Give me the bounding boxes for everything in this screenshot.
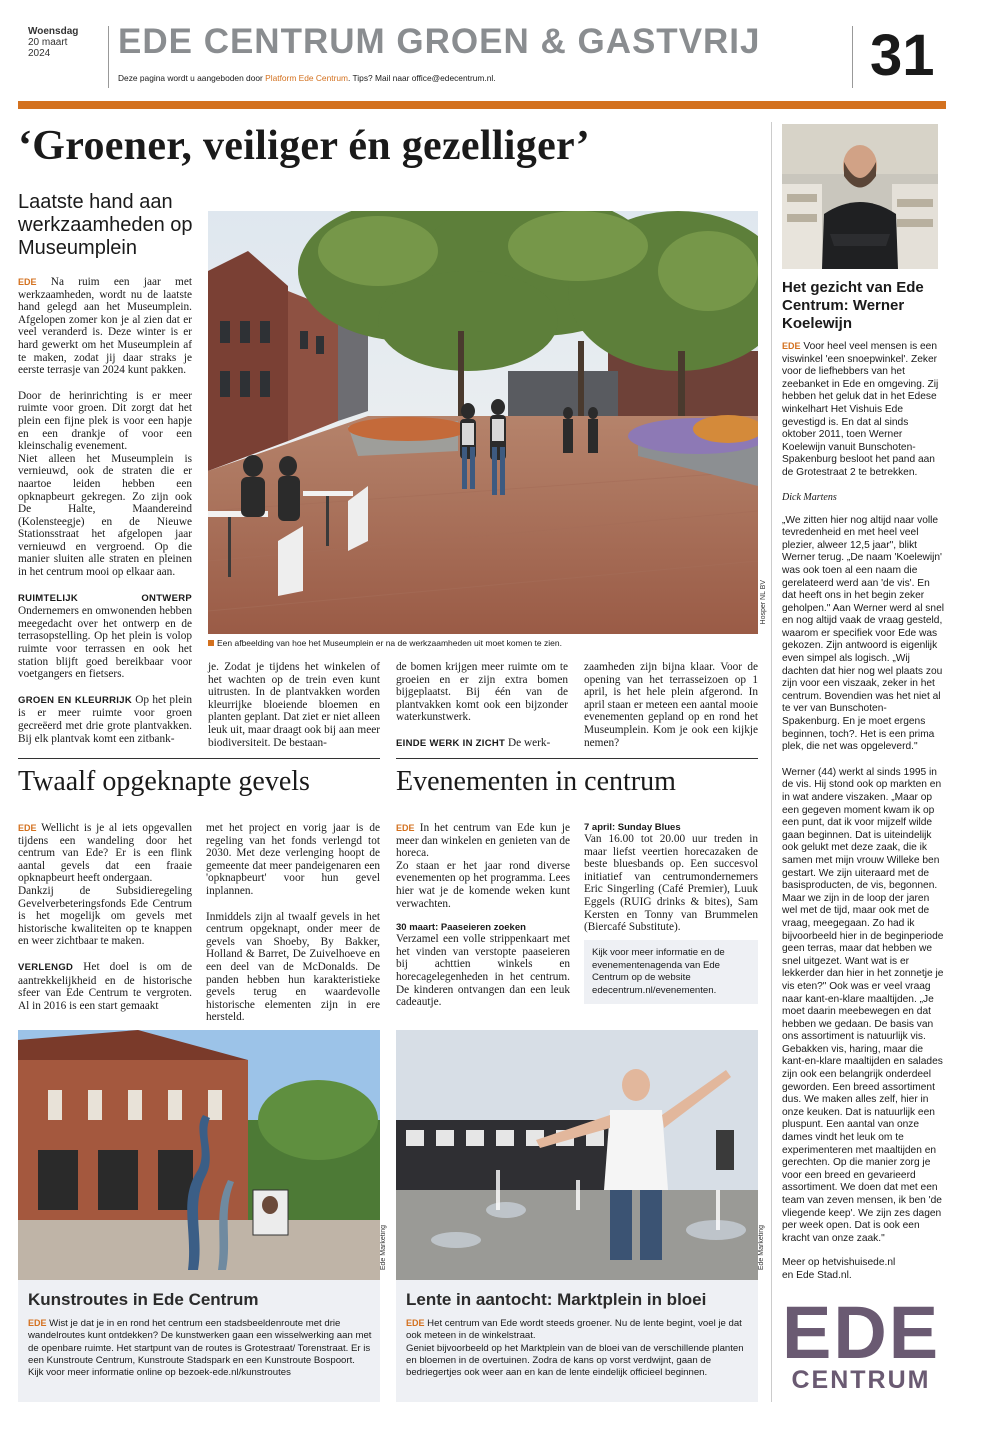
paragraph — [18, 592, 192, 681]
caption-bullet — [208, 640, 214, 646]
event-title: 30 maart: Paaseieren zoeken — [396, 922, 526, 934]
section-divider — [18, 758, 380, 759]
byline: Dick Martens — [782, 491, 837, 503]
paragraph: Niet alleen het Museumplein is vernieuwd, ook de straten die er naartoe leiden hebben een opknapbeurt gekregen. Zo zijn ook De Halte, Maandereind (Kolensteegje) en de Nieuwe Stationsstraat het afgelopen jaar vernieuwd en vergroend. Op die manier sluiten alle straten en pleinen in het centrum mooi op elkaar aan. — [18, 452, 192, 579]
paragraph-text: Ondernemers en omwonenden hebben meegedacht over het ontwerp en de terrasopstelling. Op het plein is volop ruimte voor terrassen en ook het station blijft goed bereikbaar voor voetgangers en fietsers. — [18, 605, 192, 681]
paragraph: Werner (44) werkt al sinds 1995 in de vis. Hij stond ook op markten en in wat andere viszaken. „Maar op een gegeven moment kwam ik op een punt, dat ik voor mijzelf wilde gaan beginnen. Dat is uiteindelijk ook gelukt met deze zaak, die ik samen met mijn vrouw Willeke ben gestart. We zijn uiteraard met de basisproducten, de vis, begonnen. Maar we zijn in de loop der jaren wel met de tijd, maar ook met de vraag, meegegaan. Zo had ik bijvoorbeeld hier in de beginperiode geen terras, maar dat hebben we snel uitgezet. Want wat is er lekkerder dan hier in het zonnetje je vis eten?" Ook was er veel vraag naar kant-en-klare maaltijden. „Je moet daarin meebewegen en dat hebben we gedaan. De basis van ons assortiment is natuurlijk vis. Gebakken vis, haring, maar die kant-en-klare maaltijden en salades zijn ook een belangrijk onderdeel geworden. Een breed assortiment dus. We maken alles zelf, hier in onze keuken. Dat is natuurlijk een pluspunt. Een aantal van onze dames vindt het leuk om te experimenteren met maaltijden en gerechten. Op die manier zorg je voor een breed en gevarieerd assortiment. We doen dat met een team van zeven mensen, ik ben 'de vliegende keep'. We zijn zes dagen per week open. Dat is ook een kracht van onze zaak." — [782, 766, 944, 1244]
caption-text: Een afbeelding van hoe het Museumplein er na de werkzaamheden uit moet komen te zien. — [217, 638, 562, 648]
main-column-3 — [396, 661, 568, 751]
paragraph-text: Na ruim een jaar met werkzaamheden, wordt nu de laatste hand gelegd aan het Museumplein. Afgelopen zomer kon je al zien dat er veel veranderd is. Deze winter is er hard gewerkt om het Museumplein af te maken, zodat jij daar straks je eerste terrasje van 2024 kunt pakken. — [18, 276, 192, 377]
paragraph: Dankzij de Subsidieregeling Gevelverbeteringsfonds Ede Centrum is het mogelijk om gevels met historische kwaliteiten op te knappen en weer zichtbaar te maken. — [18, 884, 192, 948]
logo-ede: EDE — [782, 1291, 941, 1374]
kunst-text — [28, 1317, 372, 1379]
portrait-photo — [782, 124, 938, 269]
gevels-column-1 — [18, 822, 192, 1012]
event-title: 7 april: Sunday Blues — [584, 822, 681, 833]
main-column-2 — [208, 661, 380, 749]
paragraph: „We zitten hier nog altijd naar volle tevredenheid en met heel veel plezier, alweer 12,5 jaar", blikt Werner terug. „De naam 'Koelewijn' was ook toen al een naam die gerelateerd werd aan 'de vis'. En dat heeft ons in het begin zeker geholpen." Aan Werner werd al snel en nog altijd vaak de vraag gesteld, waarom er specifiek voor Ede was gekozen. Zijn antwoord is eigenlijk even simpel als logisch. „Wij dachten dat hier nog wel plaats zou zijn voor een viszaak, zeker in het centrum. Bovendien was het niet al te ver van Bunschoten-Spakenburg. En je moet ergens beginnen, toch?. Het is een prima plek, die net was opgeleverd." — [782, 514, 944, 753]
page-headline: ‘Groener, veiliger én gezelliger’ — [18, 123, 590, 169]
day-label: Woensdag — [28, 26, 79, 37]
section-title: EDE CENTRUM GROEN & GASTVRIJ — [118, 22, 761, 61]
paragraph — [396, 822, 570, 860]
paragraph — [782, 340, 944, 480]
paragraph-text: In het centrum van Ede kun je meer dan winkelen en genieten van de horeca. — [396, 822, 570, 860]
werner-portrait — [782, 124, 938, 269]
paragraph-text: Wellicht is je al iets opgevallen tijdens een wandeling door het centrum van Ede? Er is een flink aantal gevels dat een fraaie opknapbeurt heeft ondergaan. — [18, 822, 192, 885]
sponsor-line — [118, 73, 496, 83]
paragraph — [18, 694, 192, 745]
ede-tag: EDE — [18, 823, 37, 833]
side-column-rule — [771, 122, 772, 1402]
side-title: Het gezicht van Ede Centrum: Werner Koelewijn — [782, 279, 924, 332]
lente-image — [396, 1030, 758, 1280]
paragraph-text: Wist je dat je in en rond het centrum een stadsbeeldenroute met drie wandelroutes kunt ontdekken? De kunstwerken gaan een wisselwerking aan met de openbare ruimte. Het startpunt van de routes is Grotestraat/ Torenstraat. Er is een Kunstroute Centrum, Kunstroute Stadspark en een Kunstroute Bospoort. — [28, 1318, 372, 1366]
paragraph — [18, 822, 192, 885]
ede-tag: EDE — [782, 341, 801, 351]
more-link[interactable]: en Ede Stad.nl. — [782, 1269, 852, 1281]
paragraph-text: De werk- — [505, 736, 551, 749]
header-divider-left — [108, 26, 109, 88]
kunst-image — [18, 1030, 380, 1280]
side-article — [782, 340, 944, 1283]
photo-credit: Ede Marketing — [758, 1225, 765, 1271]
paragraph-text: Voor heel veel mensen is een viswinkel 'een snoepwinkel'. Zeker voor de liefhebbers van het zeebanket in Ede en omgeving. Zij hebben het geluk dat in het Edese winkelhart Het Vishuis Ede gevestigd is. En dat al sinds oktober 2011, toen Werner Koelewijn vanuit Bunschoten-Spakenburg besloot het pand aan de Grotestraat 2 te betrekken. — [782, 341, 939, 478]
main-column-1 — [18, 276, 192, 745]
lead-in: GROEN EN KLEURRIJK — [18, 694, 132, 706]
paragraph — [18, 276, 192, 377]
lead-in: EINDE WERK IN ZICHT — [396, 737, 506, 749]
ede-tag: EDE — [28, 1318, 47, 1328]
museumplein-image — [208, 211, 758, 634]
photo-credit: Hosper NL BV — [760, 580, 767, 625]
sponsor-suffix: . Tips? Mail naar office@edecentrum.nl. — [348, 73, 496, 83]
paragraph: Inmiddels zijn al twaalf gevels in het centrum opgeknapt, onder meer de gevels van Shoeby, By Bakker, Holland & Barret, De Zuivelhoeve en een deel van de McDonalds. De panden hebben hun karakteristieke gevels terug en waardevolle historische elementen zijn in ere hersteld. — [206, 910, 380, 1024]
issue-date — [28, 26, 78, 59]
paragraph — [18, 961, 192, 1012]
photo-credit: Ede Marketing — [380, 1225, 387, 1271]
date-label: 20 maart — [28, 37, 68, 48]
kunstroute-photo — [18, 1030, 380, 1280]
paragraph-text: Op het plein is er meer ruimte voor groen gecreëerd met drie grote plantvakken. Bij elk plantvak komt een zitbank- — [18, 693, 193, 745]
image-caption — [208, 638, 562, 648]
info-text: Kijk voor meer informatie en de evenementenagenda van Ede Centrum op de website edecentrum.nl/evenementen. — [592, 947, 725, 996]
paragraph: Zo staan er het jaar rond diverse evenementen op het programma. Lees hier wat je de komende weken kunt verwachten. — [396, 859, 570, 910]
paragraph: je. Zodat je tijdens het winkelen of het wachten op de trein even kunt uitrusten. In de plantvakken worden kleurrijke bloeiende bloemen en planten geplant. Dat ziet er niet alleen leuk uit, maar draagt ook bij aan meer biodiversiteit. De bestaan- — [208, 661, 380, 749]
paragraph: Van 16.00 tot 20.00 uur treden in maar liefst veertien horecazaken de beste bluesbands op. Een succesvol initiatief van centrumondernemers Eric Singerling (Café Premier), Luuk Eggels (RUIG drinks & bites), Sam Kersten en Tonny van Brummelen (Biercafé Substitute). — [584, 833, 758, 934]
lead-in: VERLENGD — [18, 961, 74, 973]
header-divider-right — [852, 26, 853, 88]
paragraph: de bomen krijgen meer ruimte om te groeien en er zijn extra bomen bijgeplaatst. Bij één van de plantvakken komt ook een bijzonder waterkunstwerk. — [396, 661, 568, 724]
paragraph — [406, 1317, 750, 1343]
ede-tag: EDE — [396, 823, 415, 833]
year-label: 2024 — [28, 48, 51, 59]
ede-centrum-logo — [782, 1291, 941, 1394]
paragraph — [396, 737, 568, 751]
paragraph: Door de herinrichting is er meer ruimte voor groen. Dit zorgt dat het plein een fijne plek is voor een hapje en een drankje of voor een kleinschalig evenement. — [18, 389, 192, 453]
events-column-2 — [584, 822, 758, 934]
page-number: 31 — [870, 23, 935, 88]
kunst-title: Kunstroutes in Ede Centrum — [28, 1290, 259, 1309]
article-subhead: Laatste hand aan werkzaamheden op Museumplein — [18, 191, 193, 259]
paragraph: met het project en vorig jaar is de regeling van het fonds verlengd tot 2030. Met deze verlenging hoopt de gemeente dat meer pandeigenaren een 'opknapbeurt' voor hun gevel inplannen. — [206, 822, 380, 897]
sponsor-link[interactable]: Platform Ede Centrum — [265, 73, 348, 83]
ede-tag: EDE — [18, 277, 37, 287]
section-divider — [396, 758, 758, 759]
lente-text — [406, 1317, 750, 1379]
lead-in: RUIMTELIJK ONTWERP — [18, 592, 192, 604]
events-column-1 — [396, 822, 570, 1009]
logo-centrum: CENTRUM — [791, 1366, 931, 1394]
events-info-box — [584, 940, 758, 1004]
sponsor-prefix: Deze pagina wordt u aangeboden door — [118, 73, 266, 83]
lente-title: Lente in aantocht: Marktplein in bloei — [406, 1290, 707, 1309]
main-column-4 — [584, 661, 758, 749]
paragraph: Verzamel een volle strippenkaart met het vinden van verstopte paaseieren bij achttien winkels en horecagelegenheden in het centrum. De kinderen ontvangen dan een leuk cadeautje. — [396, 933, 570, 1009]
paragraph — [28, 1317, 372, 1367]
paragraph: Geniet bijvoorbeeld op het Marktplein van de bloei van de verschillende planten en bloemen in de overtuinen. Zodra de kans op vorst verdwijnt, gaan de bedriegertjes ook weer aan en kan de lente eindelijk officieel beginnen. — [406, 1342, 744, 1379]
paragraph: zaamheden zijn bijna klaar. Voor de opening van het terrasseizoen op 1 april, is het hele plein afgerond. In april staan er meteen een aantal mooie evenementen gepland op en rond het Museumplein. Kom je ook een kijkje nemen? — [584, 661, 758, 749]
paragraph-text: Het centrum van Ede wordt steeds groener. Nu de lente begint, voel je dat ook meteen in de winkelstraat. — [406, 1318, 742, 1342]
paragraph-text: Het doel is om de aantrekkelijkheid en de historische sfeer van Ede Centrum te vergroten. Al in 2016 is een start gemaakt — [18, 960, 192, 1012]
gevels-headline: Twaalf opgeknapte gevels — [18, 766, 310, 797]
gevels-column-2 — [206, 822, 380, 1024]
events-headline: Evenementen in centrum — [396, 766, 676, 797]
more-link[interactable]: Meer op hetvishuisede.nl — [782, 1257, 896, 1269]
accent-rule — [18, 101, 946, 109]
museumplein-illustration — [208, 211, 758, 634]
more-info-link[interactable]: Kijk voor meer informatie online op bezoek-ede.nl/kunstroutes — [28, 1367, 291, 1379]
marktplein-photo — [396, 1030, 758, 1280]
ede-tag: EDE — [406, 1318, 425, 1328]
